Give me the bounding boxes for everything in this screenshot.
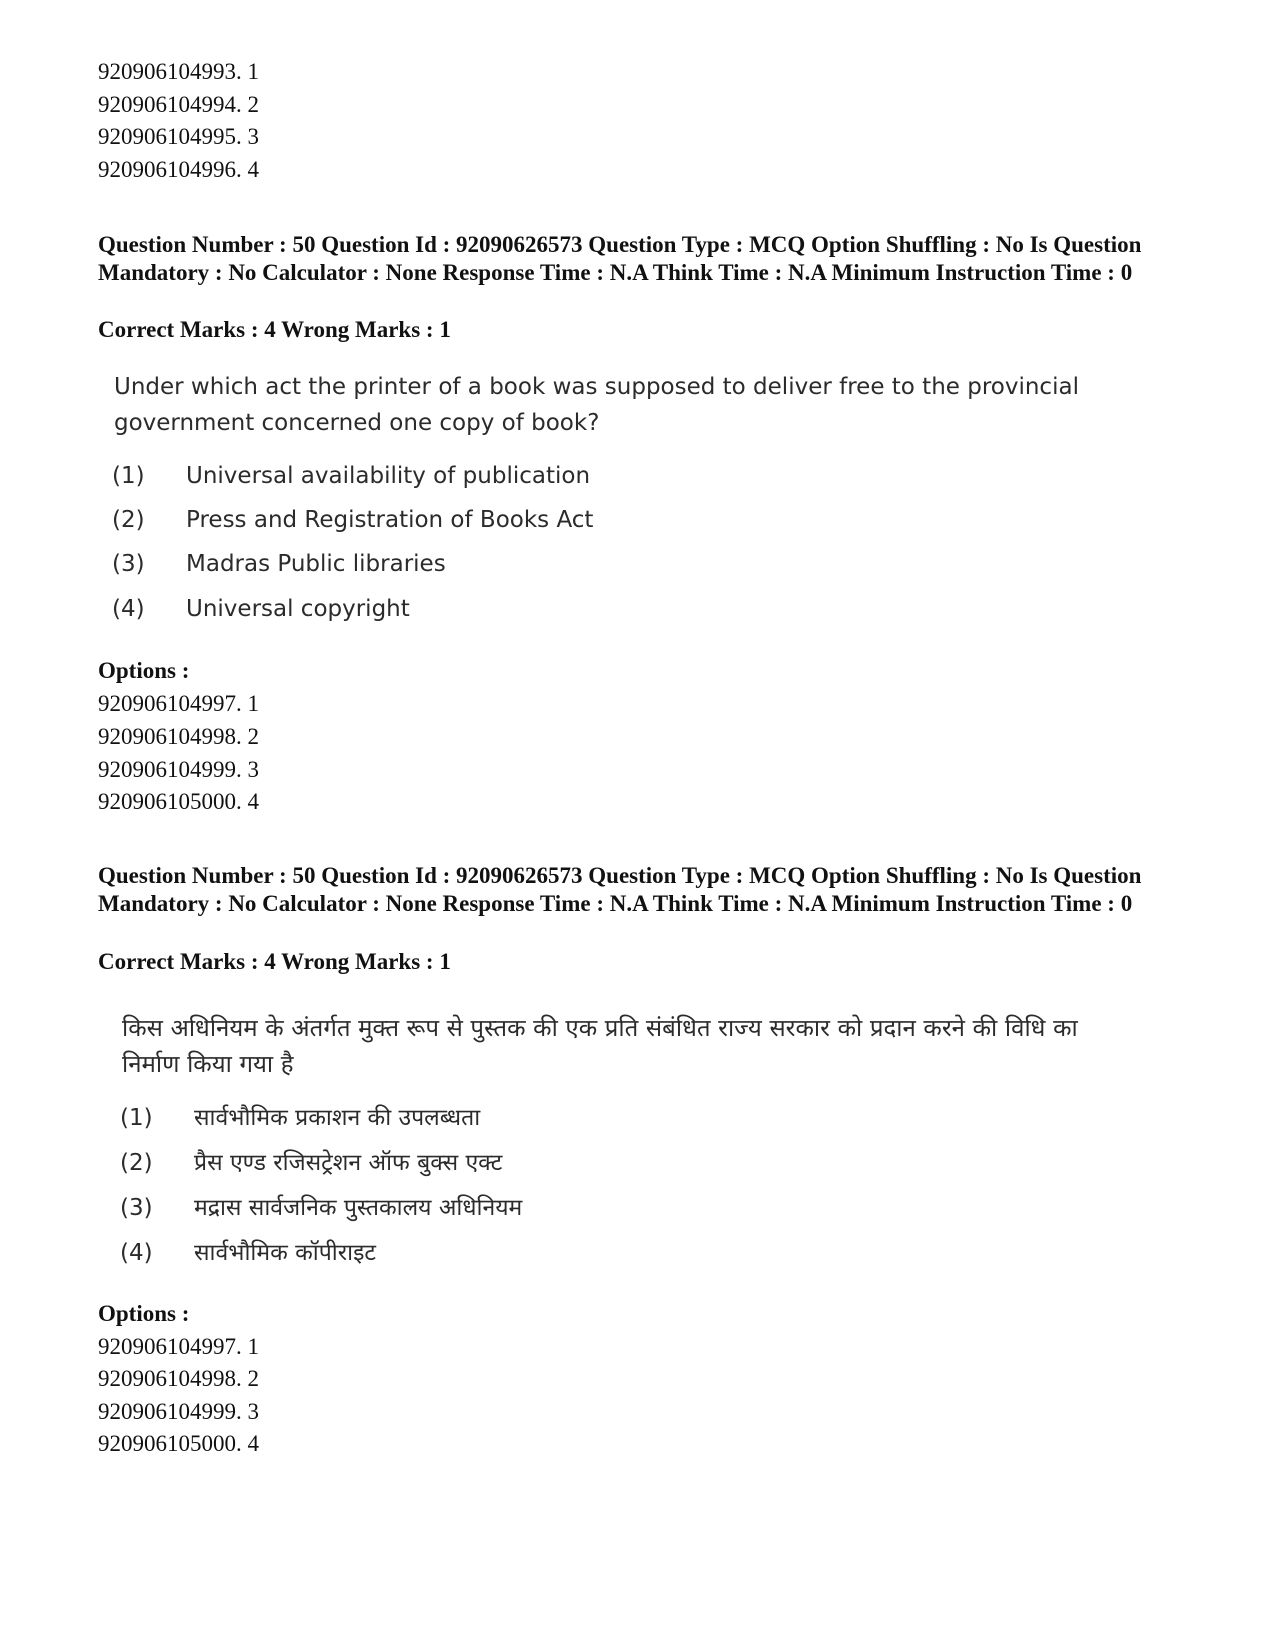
question-meta: Question Number : 50 Question Id : 92090626573 Question Type : MCQ Option Shuffling : No Is Question Mandatory : No Calculator : None Response Time : N.A Think Time : N.A Minimum Instruction Time : 0 bbox=[98, 232, 1142, 285]
option-id-line: 920906104998. 2 bbox=[98, 724, 259, 749]
option-id-line: 920906104999. 3 bbox=[98, 757, 259, 782]
question-meta: Question Number : 50 Question Id : 92090626573 Question Type : MCQ Option Shuffling : No Is Question Mandatory : No Calculator : None Response Time : N.A Think Time : N.A Minimum Instruction Time : 0 bbox=[98, 863, 1142, 916]
option-id-line: 920906104998. 2 bbox=[98, 1366, 259, 1391]
choice-number: (1) bbox=[120, 1105, 153, 1131]
choice-number: (3) bbox=[112, 551, 145, 577]
option-id-line: 920906105000. 4 bbox=[98, 1431, 259, 1456]
option-id-line: 920906104993. 1 bbox=[98, 59, 259, 84]
choice-text: Press and Registration of Books Act bbox=[186, 507, 594, 533]
question-marks: Correct Marks : 4 Wrong Marks : 1 bbox=[98, 949, 451, 974]
choice-text: Universal copyright bbox=[186, 596, 410, 622]
option-id-line: 920906104996. 4 bbox=[98, 157, 259, 182]
question-text: Under which act the printer of a book was supposed to deliver free to the provincial government concerned one copy of book? bbox=[114, 374, 1079, 436]
choice-text: सार्वभौमिक प्रकाशन की उपलब्धता bbox=[194, 1105, 481, 1131]
option-id-line: 920906104997. 1 bbox=[98, 1334, 259, 1359]
question-text: किस अधिनियम के अंतर्गत मुक्त रूप से पुस्तक की एक प्रति संबंधित राज्य सरकार को प्रदान करने की विधि का निर्माण किया गया है bbox=[122, 1014, 1078, 1078]
option-id-line: 920906104994. 2 bbox=[98, 92, 259, 117]
option-id-line: 920906104997. 1 bbox=[98, 691, 259, 716]
option-id-line: 920906104999. 3 bbox=[98, 1399, 259, 1424]
choice-text: मद्रास सार्वजनिक पुस्तकालय अधिनियम bbox=[194, 1195, 523, 1221]
question-marks: Correct Marks : 4 Wrong Marks : 1 bbox=[98, 317, 451, 342]
choice-number: (3) bbox=[120, 1195, 153, 1221]
choice-number: (1) bbox=[112, 463, 145, 489]
choice-number: (4) bbox=[120, 1240, 153, 1266]
choice-number: (2) bbox=[112, 507, 145, 533]
choice-text: Universal availability of publication bbox=[186, 463, 591, 489]
options-label: Options : bbox=[98, 658, 190, 683]
options-label: Options : bbox=[98, 1301, 190, 1326]
choice-number: (2) bbox=[120, 1150, 153, 1176]
choice-text: Madras Public libraries bbox=[186, 551, 446, 577]
choice-text: सार्वभौमिक कॉपीराइट bbox=[194, 1240, 376, 1266]
option-id-line: 920906104995. 3 bbox=[98, 124, 259, 149]
option-id-line: 920906105000. 4 bbox=[98, 789, 259, 814]
choice-number: (4) bbox=[112, 596, 145, 622]
choice-text: प्रैस एण्ड रजिसट्रेशन ऑफ बुक्स एक्ट bbox=[194, 1150, 503, 1176]
